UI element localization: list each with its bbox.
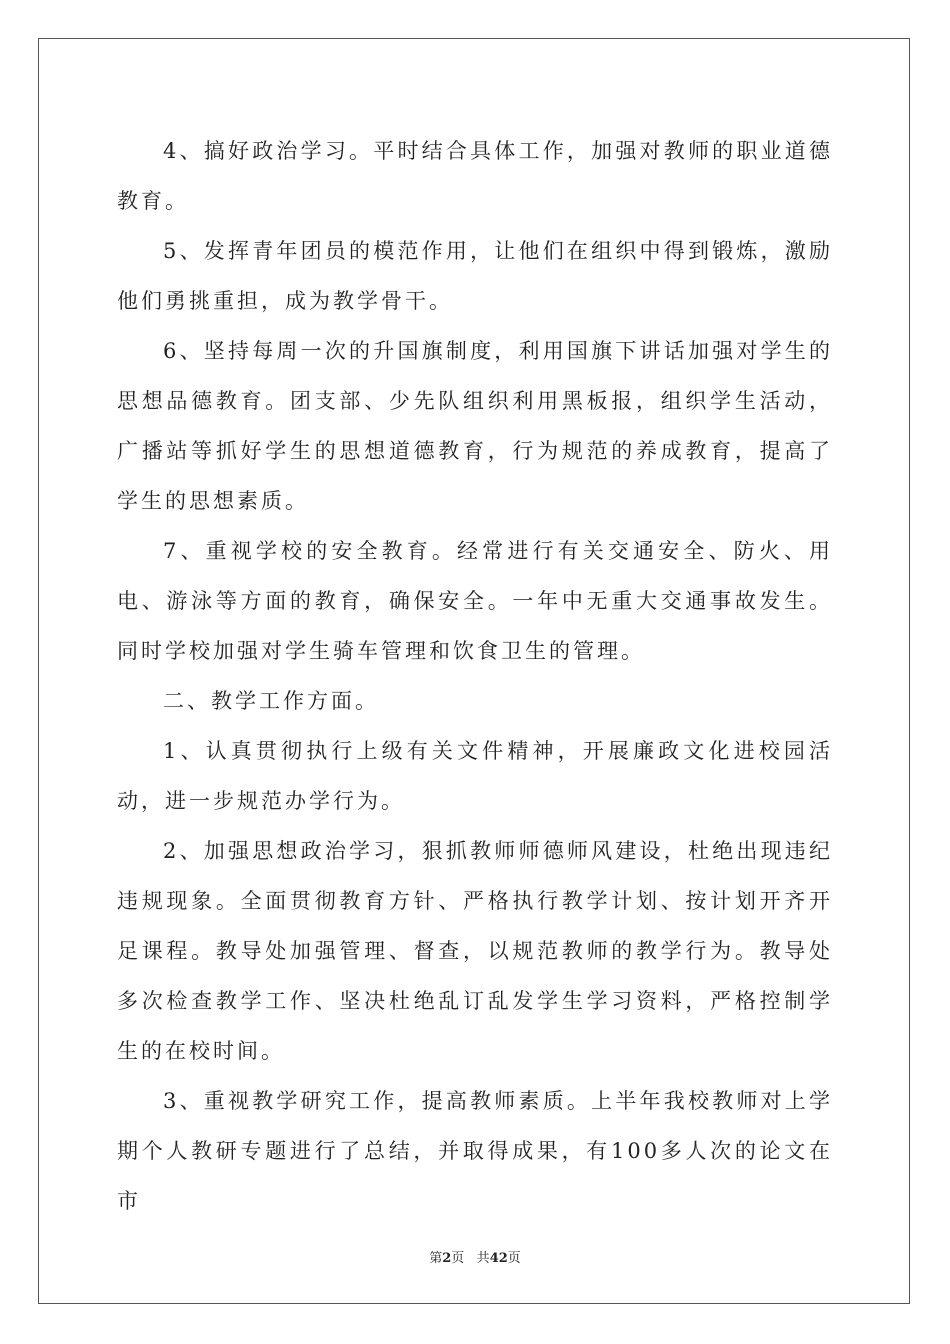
paragraph-teaching-2: 2、加强思想政治学习，狠抓教师师德师风建设，杜绝出现违纪违规现象。全面贯彻教育方针、严格执行教学计划、按计划开齐开足课程。教导处加强管理、督查，以规范教师的教学行为。教导处多次检查教学工作、坚决杜绝乱订乱发学生学习资料，严格控制学生的在校时间。 bbox=[117, 839, 833, 1063]
total-prefix: 共 bbox=[476, 1251, 490, 1266]
page-footer bbox=[0, 1247, 950, 1266]
paragraph-item-4: 4、搞好政治学习。平时结合具体工作，加强对教师的职业道德教育。 bbox=[117, 139, 833, 213]
document-body bbox=[117, 126, 833, 1226]
page-suffix: 页 bbox=[451, 1251, 465, 1266]
paragraph-teaching-1: 1、认真贯彻执行上级有关文件精神，开展廉政文化进校园活动，进一步规范办学行为。 bbox=[117, 739, 833, 813]
paragraph-item-6: 6、坚持每周一次的升国旗制度，利用国旗下讲话加强对学生的思想品德教育。团支部、少先队组织利用黑板报，组织学生活动，广播站等抓好学生的思想道德教育，行为规范的养成教育，提高了学生的思想素质。 bbox=[117, 339, 833, 513]
total-pages: 42 bbox=[489, 1251, 508, 1266]
paragraph-item-7: 7、重视学校的安全教育。经常进行有关交通安全、防火、用电、游泳等方面的教育，确保安全。一年中无重大交通事故发生。同时学校加强对学生骑车管理和饮食卫生的管理。 bbox=[117, 539, 833, 663]
paragraph-item-5: 5、发挥青年团员的模范作用，让他们在组织中得到锻炼，激励他们勇挑重担，成为教学骨干。 bbox=[117, 239, 833, 313]
total-suffix: 页 bbox=[507, 1251, 521, 1266]
paragraph-teaching-3: 3、重视教学研究工作，提高教师素质。上半年我校教师对上学期个人教研专题进行了总结，并取得成果，有100多人次的论文在市 bbox=[117, 1089, 833, 1213]
section-heading-teaching: 二、教学工作方面。 bbox=[163, 689, 379, 713]
page-number: 2 bbox=[442, 1251, 452, 1266]
page-prefix: 第 bbox=[429, 1251, 443, 1266]
